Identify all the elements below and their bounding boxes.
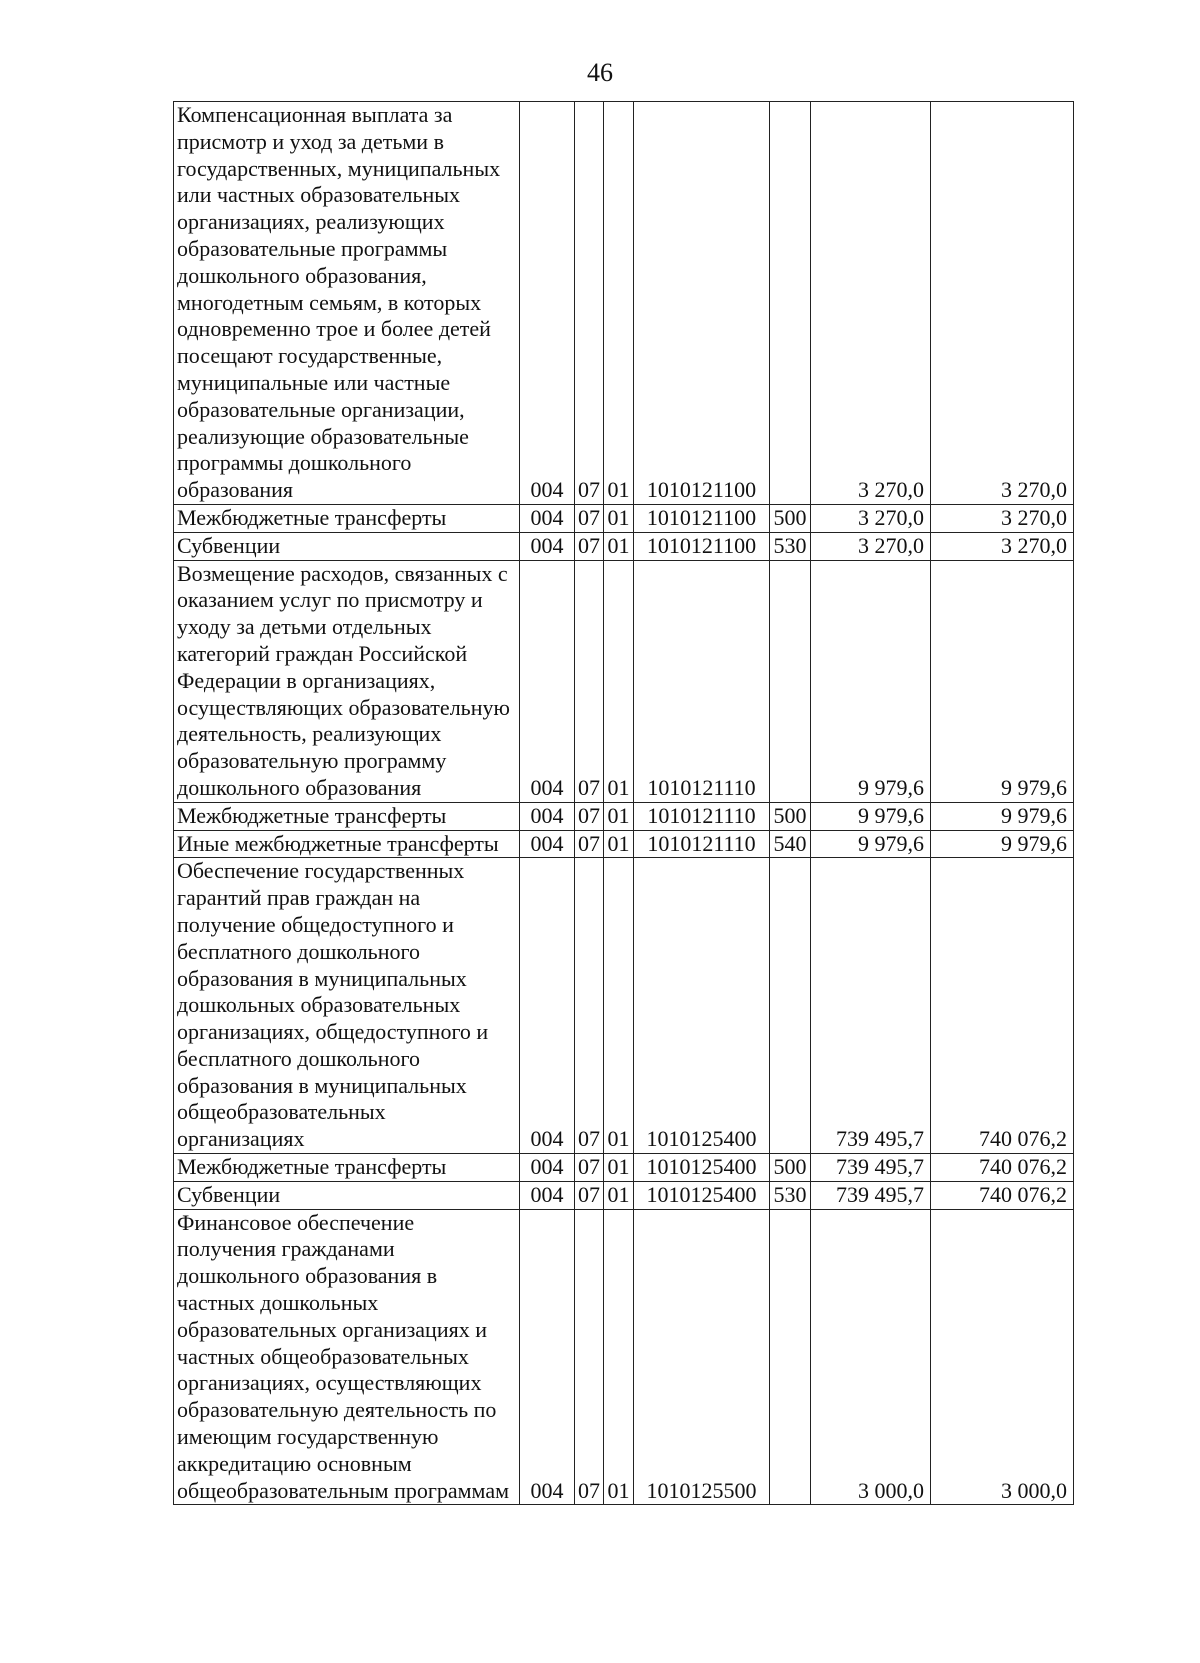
table-row <box>174 802 1074 830</box>
amount-year2-cell: 740 076,2 <box>931 1181 1074 1209</box>
expense-type-cell: 500 <box>770 802 811 830</box>
department-code-cell: 004 <box>520 1209 575 1505</box>
expense-name-line: общеобразовательным программам <box>177 1477 510 1503</box>
expense-name-cell <box>174 858 520 1154</box>
amount-year2-cell: 3 270,0 <box>931 504 1074 532</box>
subsection-code-cell: 01 <box>604 830 634 858</box>
section-code-cell: 07 <box>575 1181 604 1209</box>
expense-name-line: муниципальные или частные <box>177 369 451 395</box>
expense-name-line: образовательную программу <box>177 748 447 774</box>
expense-name-line: организациях, осуществляющих <box>177 1370 482 1396</box>
expense-name-line: или частных образовательных <box>177 182 461 208</box>
amount-year1-cell: 739 495,7 <box>811 858 931 1154</box>
expense-name-line: образовательные организации, <box>177 396 465 422</box>
amount-year1-cell: 3 000,0 <box>811 1209 931 1505</box>
subsection-code-cell: 01 <box>604 532 634 560</box>
department-code-cell: 004 <box>520 102 575 505</box>
section-code-cell: 07 <box>575 504 604 532</box>
target-article-cell: 1010125500 <box>634 1209 770 1505</box>
section-code-cell: 07 <box>575 1154 604 1182</box>
expense-name-line: категорий граждан Российской <box>177 640 468 666</box>
amount-year2-cell: 740 076,2 <box>931 858 1074 1154</box>
amount-year1-cell: 739 495,7 <box>811 1181 931 1209</box>
target-article-cell: 1010121110 <box>634 560 770 802</box>
subsection-code-cell: 01 <box>604 1209 634 1505</box>
department-code-cell: 004 <box>520 1154 575 1182</box>
amount-year1-cell: 3 270,0 <box>811 532 931 560</box>
expense-name-line: частных общеобразовательных <box>177 1343 469 1369</box>
expense-name-cell <box>174 504 520 532</box>
target-article-cell: 1010121100 <box>634 532 770 560</box>
expense-name-line: образования <box>177 477 294 503</box>
expense-type-cell: 500 <box>770 504 811 532</box>
department-code-cell: 004 <box>520 1181 575 1209</box>
amount-year1-cell: 739 495,7 <box>811 1154 931 1182</box>
target-article-cell: 1010121100 <box>634 102 770 505</box>
expense-name-line: деятельность, реализующих <box>177 721 442 747</box>
expense-name-line: имеющим государственную <box>177 1424 439 1450</box>
section-code-cell: 07 <box>575 1209 604 1505</box>
expense-name-line: дошкольного образования, <box>177 262 427 288</box>
table-row <box>174 102 1074 505</box>
table-row <box>174 504 1074 532</box>
section-code-cell: 07 <box>575 830 604 858</box>
table-row <box>174 1209 1074 1505</box>
subsection-code-cell: 01 <box>604 858 634 1154</box>
department-code-cell: 004 <box>520 560 575 802</box>
target-article-cell: 1010121110 <box>634 802 770 830</box>
subsection-code-cell: 01 <box>604 102 634 505</box>
expense-name-line: дошкольного образования в <box>177 1263 438 1289</box>
expense-name-line: получение общедоступного и <box>177 911 454 937</box>
subsection-code-cell: 01 <box>604 1154 634 1182</box>
expense-name-line: организациях <box>177 1126 305 1152</box>
expense-name-line: реализующие образовательные <box>177 423 469 449</box>
expense-name-cell <box>174 802 520 830</box>
target-article-cell: 1010125400 <box>634 1181 770 1209</box>
department-code-cell: 004 <box>520 858 575 1154</box>
expense-name-line: Межбюджетные трансферты <box>177 1154 447 1180</box>
subsection-code-cell: 01 <box>604 504 634 532</box>
expense-type-cell: 530 <box>770 532 811 560</box>
expense-name-line: оказанием услуг по присмотру и <box>177 587 483 613</box>
expense-name-cell <box>174 830 520 858</box>
target-article-cell: 1010121100 <box>634 504 770 532</box>
expense-name-line: организациях, общедоступного и <box>177 1019 489 1045</box>
section-code-cell: 07 <box>575 802 604 830</box>
table-row <box>174 1181 1074 1209</box>
expense-name-line: бесплатного дошкольного <box>177 938 420 964</box>
amount-year2-cell: 9 979,6 <box>931 802 1074 830</box>
expense-name-cell <box>174 1154 520 1182</box>
expense-name-line: аккредитацию основным <box>177 1450 412 1476</box>
budget-table <box>173 101 1074 1505</box>
amount-year2-cell: 3 270,0 <box>931 102 1074 505</box>
expense-name-line: образовательных организациях и <box>177 1316 487 1342</box>
department-code-cell: 004 <box>520 532 575 560</box>
expense-name-line: Субвенции <box>177 1181 281 1207</box>
subsection-code-cell: 01 <box>604 802 634 830</box>
expense-name-line: частных дошкольных <box>177 1290 379 1316</box>
expense-name-line: образовательную деятельность по <box>177 1397 497 1423</box>
expense-name-line: Компенсационная выплата за <box>177 102 453 127</box>
table-row <box>174 532 1074 560</box>
expense-name-line: программы дошкольного <box>177 450 412 476</box>
amount-year1-cell: 3 270,0 <box>811 102 931 505</box>
expense-name-line: Федерации в организациях, <box>177 667 436 693</box>
expense-name-line: многодетным семьям, в которых <box>177 289 482 315</box>
expense-name-line: уходу за детьми отдельных <box>177 614 432 640</box>
amount-year1-cell: 9 979,6 <box>811 802 931 830</box>
table-row <box>174 830 1074 858</box>
department-code-cell: 004 <box>520 802 575 830</box>
subsection-code-cell: 01 <box>604 1181 634 1209</box>
expense-name-line: образования в муниципальных <box>177 1072 467 1098</box>
amount-year2-cell: 740 076,2 <box>931 1154 1074 1182</box>
expense-name-cell <box>174 1209 520 1505</box>
expense-name-line: Финансовое обеспечение <box>177 1209 415 1235</box>
table-row <box>174 858 1074 1154</box>
page-number: 46 <box>587 58 613 87</box>
expense-name-line: присмотр и уход за детьми в <box>177 128 444 154</box>
expense-name-line: Обеспечение государственных <box>177 858 465 884</box>
amount-year1-cell: 3 270,0 <box>811 504 931 532</box>
subsection-code-cell: 01 <box>604 560 634 802</box>
expense-name-cell <box>174 102 520 505</box>
amount-year2-cell: 9 979,6 <box>931 560 1074 802</box>
amount-year2-cell: 9 979,6 <box>931 830 1074 858</box>
expense-name-line: Возмещение расходов, связанных с <box>177 560 508 586</box>
expense-name-cell <box>174 532 520 560</box>
budget-table-body <box>174 102 1074 1505</box>
table-row <box>174 560 1074 802</box>
expense-name-line: бесплатного дошкольного <box>177 1045 420 1071</box>
expense-name-cell <box>174 560 520 802</box>
expense-name-line: Иные межбюджетные трансферты <box>177 830 499 856</box>
expense-name-line: посещают государственные, <box>177 343 443 369</box>
expense-name-line: дошкольного образования <box>177 774 422 800</box>
target-article-cell: 1010125400 <box>634 858 770 1154</box>
expense-type-cell <box>770 560 811 802</box>
amount-year1-cell: 9 979,6 <box>811 830 931 858</box>
expense-name-line: дошкольных образовательных <box>177 992 461 1018</box>
department-code-cell: 004 <box>520 830 575 858</box>
table-row <box>174 1154 1074 1182</box>
expense-name-line: Субвенции <box>177 532 281 558</box>
expense-name-line: Межбюджетные трансферты <box>177 802 447 828</box>
expense-name-line: организациях, реализующих <box>177 209 445 235</box>
section-code-cell: 07 <box>575 102 604 505</box>
expense-name-line: Межбюджетные трансферты <box>177 504 447 530</box>
expense-name-line: общеобразовательных <box>177 1099 386 1125</box>
expense-name-line: одновременно трое и более детей <box>177 316 491 342</box>
expense-type-cell: 530 <box>770 1181 811 1209</box>
expense-name-line: государственных, муниципальных <box>177 155 501 181</box>
target-article-cell: 1010125400 <box>634 1154 770 1182</box>
expense-name-line: гарантий прав граждан на <box>177 885 421 911</box>
amount-year2-cell: 3 000,0 <box>931 1209 1074 1505</box>
section-code-cell: 07 <box>575 532 604 560</box>
expense-name-line: получения гражданами <box>177 1236 395 1262</box>
expense-type-cell: 500 <box>770 1154 811 1182</box>
target-article-cell: 1010121110 <box>634 830 770 858</box>
section-code-cell: 07 <box>575 858 604 1154</box>
amount-year1-cell: 9 979,6 <box>811 560 931 802</box>
expense-type-cell <box>770 102 811 505</box>
expense-name-line: образовательные программы <box>177 235 448 261</box>
expense-name-cell <box>174 1181 520 1209</box>
expense-type-cell <box>770 858 811 1154</box>
expense-name-line: образования в муниципальных <box>177 965 467 991</box>
section-code-cell: 07 <box>575 560 604 802</box>
expense-type-cell <box>770 1209 811 1505</box>
amount-year2-cell: 3 270,0 <box>931 532 1074 560</box>
department-code-cell: 004 <box>520 504 575 532</box>
expense-name-line: осуществляющих образовательную <box>177 694 510 720</box>
expense-type-cell: 540 <box>770 830 811 858</box>
